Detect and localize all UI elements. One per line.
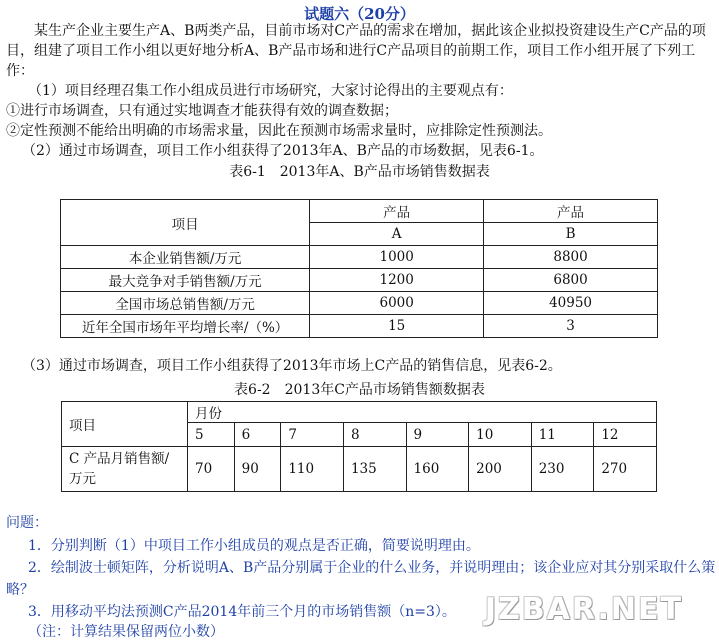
table-1-sub-a: A <box>310 223 484 246</box>
question-2: 2．绘制波士顿矩阵，分析说明A、B产品分别属于企业的什么业务，并说明理由；该企业应对其分别采取什么策略？ <box>6 560 716 598</box>
row-label-line-2: 万元 <box>69 471 96 487</box>
point-2: ②定性预测不能给出明确的市场需求量，因此在预测市场需求量时，应排除定性预测法。 <box>6 123 552 139</box>
month-cell: 5 <box>188 423 235 447</box>
table-row <box>61 315 658 338</box>
exam-title: 试题六（20分） <box>304 5 415 23</box>
table-1-caption: 表6-1 2013年A、B产品市场销售数据表 <box>229 164 490 180</box>
table-1-col-header: 项目 <box>61 200 310 246</box>
table-1-group-a: 产品 <box>310 200 484 223</box>
point-1: ①进行市场调查，只有通过实地调查才能获得有效的调查数据； <box>6 103 398 119</box>
month-cell: 7 <box>281 423 344 447</box>
cell-b: 3 <box>484 315 658 338</box>
value-cell: 230 <box>531 447 594 492</box>
question-1: 1．分别判断（1）中项目工作小组成员的观点是否正确，简要说明理由。 <box>28 538 480 554</box>
question-note: （注：计算结果保留两位小数） <box>28 624 224 640</box>
table-row <box>61 246 658 269</box>
table-row <box>62 447 657 492</box>
table-2-col-header: 项目 <box>62 402 188 447</box>
month-cell: 9 <box>406 423 469 447</box>
cell-a: 15 <box>310 315 484 338</box>
cell-b: 8800 <box>484 246 658 269</box>
value-cell: 90 <box>234 447 281 492</box>
value-cell: 200 <box>469 447 532 492</box>
value-cell: 70 <box>188 447 235 492</box>
questions-header: 问题： <box>6 515 48 531</box>
table-1-sub-b: B <box>484 223 658 246</box>
cell-a: 1200 <box>310 269 484 292</box>
month-cell: 11 <box>531 423 594 447</box>
watermark-logo: JZBAR.NET <box>485 592 684 627</box>
row-label: 本企业销售额/万元 <box>61 246 310 269</box>
table-2-month-header: 月份 <box>188 402 657 423</box>
month-cell: 6 <box>234 423 281 447</box>
value-cell: 160 <box>406 447 469 492</box>
cell-b: 6800 <box>484 269 658 292</box>
table-row <box>61 269 658 292</box>
item-2: （2）通过市场调查，项目工作小组获得了2013年A、B产品的市场数据，见表6-1。 <box>22 143 544 159</box>
item-1: （1）项目经理召集工作小组成员进行市场研究，大家讨论得出的主要观点有： <box>28 83 513 99</box>
table-row <box>61 292 658 315</box>
cell-a: 6000 <box>310 292 484 315</box>
cell-b: 40950 <box>484 292 658 315</box>
month-cell: 8 <box>343 423 406 447</box>
row-label: 近年全国市场年平均增长率/（%） <box>61 315 310 338</box>
row-label: 全国市场总销售额/万元 <box>61 292 310 315</box>
table-2-caption: 表6-2 2013年C产品市场销售额数据表 <box>234 382 485 398</box>
cell-a: 1000 <box>310 246 484 269</box>
row-label-line-1: C 产品月销售额/ <box>69 451 170 467</box>
value-cell: 270 <box>594 447 657 492</box>
table-1 <box>60 199 658 338</box>
table-2 <box>61 401 657 492</box>
value-cell: 110 <box>281 447 344 492</box>
month-cell: 12 <box>594 423 657 447</box>
row-label: 最大竞争对手销售额/万元 <box>61 269 310 292</box>
table-1-group-b: 产品 <box>484 200 658 223</box>
value-cell: 135 <box>343 447 406 492</box>
item-3: （3）通过市场调查，项目工作小组获得了2013年市场上C产品的销售信息，见表6-2。 <box>22 358 562 374</box>
question-3: 3．用移动平均法预测C产品2014年前三个月的市场销售额（n=3）。 <box>28 604 456 620</box>
intro-paragraph: 某生产企业主要生产A、B两类产品，目前市场对C产品的需求在增加，据此该企业拟投资建设生产C产品的项目，组建了项目工作小组以更好地分析A、B产品市场和进行C产品项目的前期工作，项目工作小组开展了下列工作： <box>6 23 706 79</box>
month-cell: 10 <box>469 423 532 447</box>
row-label <box>62 447 188 492</box>
